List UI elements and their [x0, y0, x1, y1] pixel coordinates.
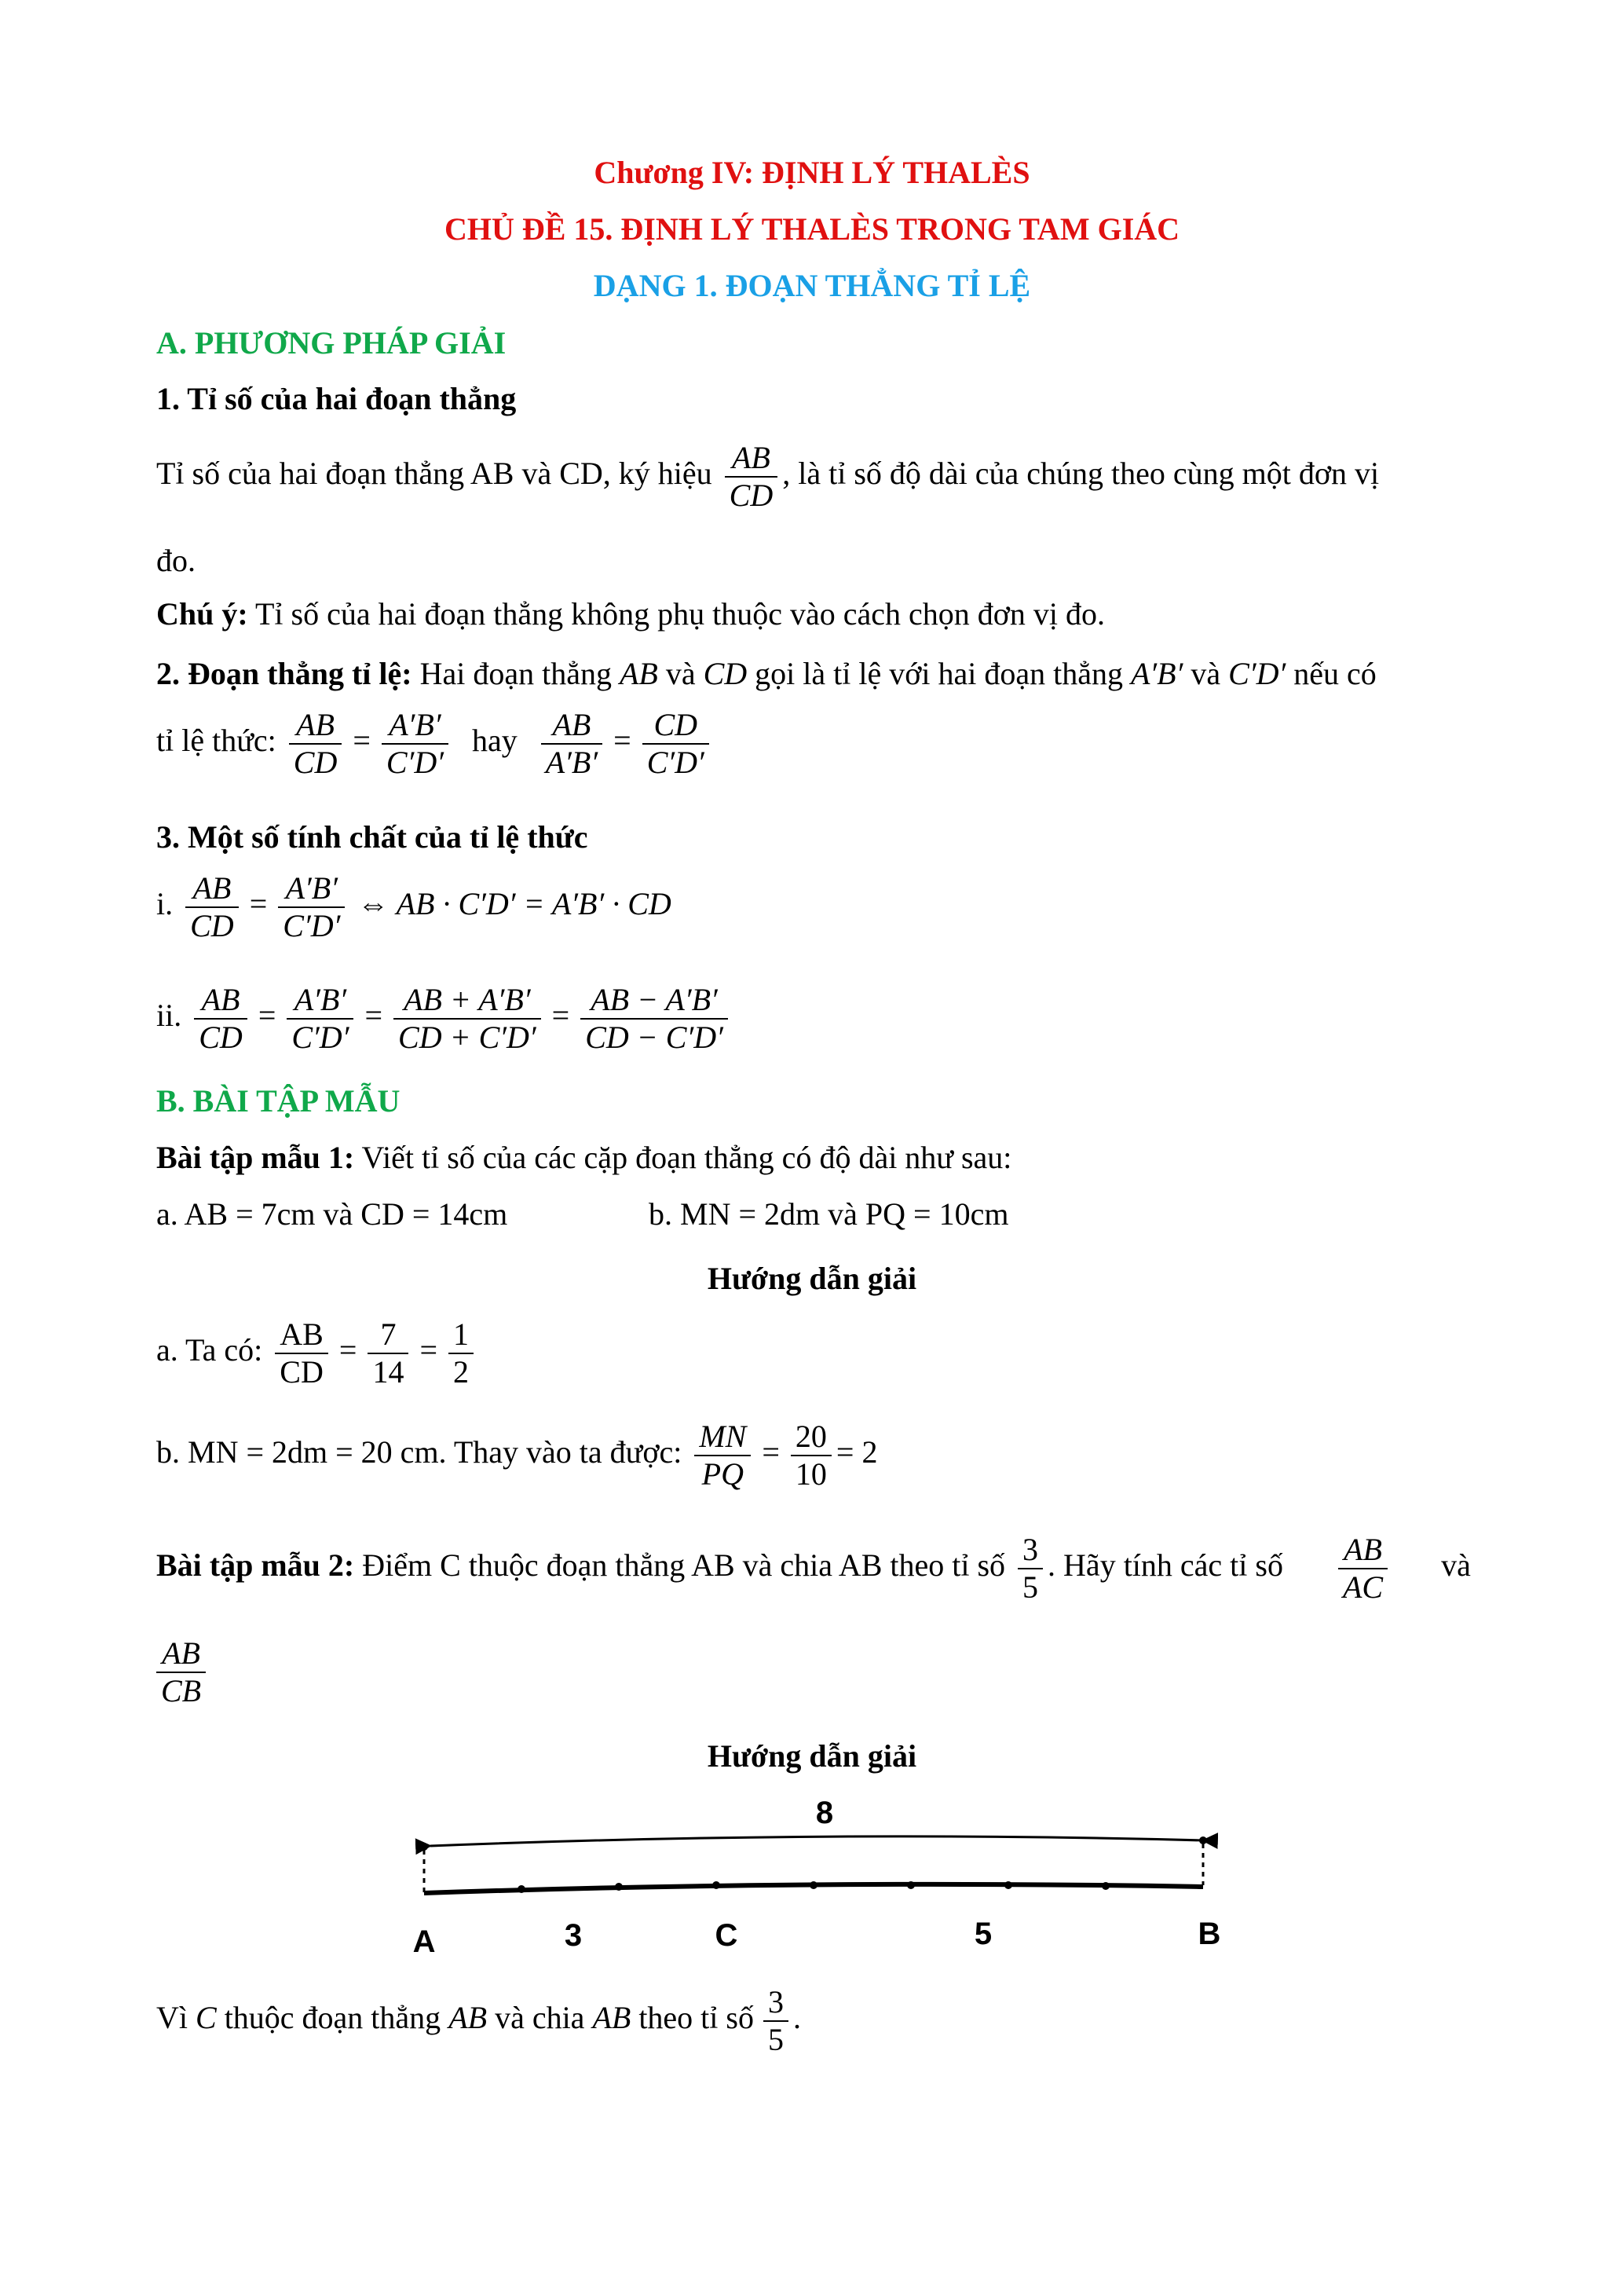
solution-heading-2: Hướng dẫn giải	[707, 1738, 917, 1774]
example1-statement: Bài tập mẫu 1: Viết tỉ số của các cặp đoạn thẳng có độ dài như sau:	[156, 1140, 1012, 1175]
topic-title: CHỦ ĐỀ 15. ĐỊNH LÝ THALÈS TRONG TAM GIÁC	[444, 211, 1180, 247]
point-b-label: B	[1198, 1917, 1221, 1951]
solution2-text: Vì C thuộc đoạn thẳng AB và chia AB theo tỉ số $\frac{3}{5}$ .	[156, 1984, 801, 2057]
item2-definition: 2. Đoạn thẳng tỉ lệ: Hai đoạn thẳng AB và CD gọi là tỉ lệ với hai đoạn thẳng A′B′ và C′D′ nếu có	[156, 656, 1377, 691]
chapter-title: Chương IV: ĐỊNH LÝ THALÈS	[594, 155, 1030, 190]
section-a-title: A. PHƯƠNG PHÁP GIẢI	[156, 325, 507, 361]
item1-definition-end: đo.	[156, 543, 196, 578]
section-b-title: B. BÀI TẬP MẪU	[156, 1083, 401, 1119]
fraction-ab-cd: $\frac{AB}{CD}$	[725, 440, 778, 514]
item1-definition: Tỉ số của hai đoạn thẳng AB và CD, ký hiệu $\frac{AB}{CD}$ , là tỉ số độ dài của chúng theo cùng một đơn vị	[156, 440, 1380, 513]
point-a-label: A	[412, 1924, 436, 1959]
example1-part-b: b. MN = 2dm và PQ = 10cm	[649, 1196, 1009, 1232]
form-title: DẠNG 1. ĐOẠN THẲNG TỈ LỆ	[593, 268, 1031, 303]
item3-title: 3. Một số tính chất của tỉ lệ thức	[156, 819, 588, 855]
segment-ac-length: 3	[564, 1918, 583, 1953]
example2-fraction-ab-cb: $\frac{AB}{CB}$	[156, 1635, 210, 1709]
arrow-end-right	[1199, 1836, 1207, 1844]
example1-part-a: a. AB = 7cm và CD = 14cm	[156, 1196, 508, 1232]
arrow-end-left	[420, 1843, 428, 1851]
property-i: i. $\frac{AB}{CD}$ = $\frac{A'B'}{C'D'}$ ⇔ AB · C′D′ = A′B′ · CD	[156, 870, 671, 943]
segment-cb-length: 5	[974, 1917, 993, 1951]
segment-diagram	[412, 1795, 1241, 1960]
solution-heading-1: Hướng dẫn giải	[707, 1261, 917, 1296]
property-ii: ii. $\frac{AB}{CD}$ = $\frac{A'B'}{C'D'}$ = $\frac{AB + A'B'}{CD + C'D'}$ = $\frac{AB - A'B'}{CD - C'D'}$	[156, 982, 733, 1056]
item1-title: 1. Tỉ số của hai đoạn thẳng	[156, 381, 517, 416]
length-arrow	[430, 1836, 1203, 1846]
item2-proportion: tỉ lệ thức: $\frac{AB}{CD}$ = $\frac{A'B'}{C'D'}$ hay $\frac{AB}{A'B'}$ = $\frac{CD}{C'D'}$	[156, 707, 714, 781]
note: Chú ý: Tỉ số của hai đoạn thẳng không phụ thuộc vào cách chọn đơn vị đo.	[156, 596, 1105, 632]
solution1-part-a: a. Ta có: $\frac{AB}{CD}$ = $\frac{7}{14}$ = $\frac{1}{2}$	[156, 1316, 478, 1390]
solution1-part-b: b. MN = 2dm = 20 cm. Thay vào ta được: $\frac{MN}{PQ}$ = $\frac{20}{10}$ = 2	[156, 1419, 878, 1492]
point-c-label: C	[715, 1918, 738, 1953]
total-length-label: 8	[815, 1796, 834, 1830]
example2-statement: Bài tập mẫu 2: Điểm C thuộc đoạn thẳng AB và chia AB theo tỉ số $\frac{3}{5}$ . Hãy tính các tỉ số $\frac{AB}{AC}$ và	[156, 1532, 1471, 1605]
